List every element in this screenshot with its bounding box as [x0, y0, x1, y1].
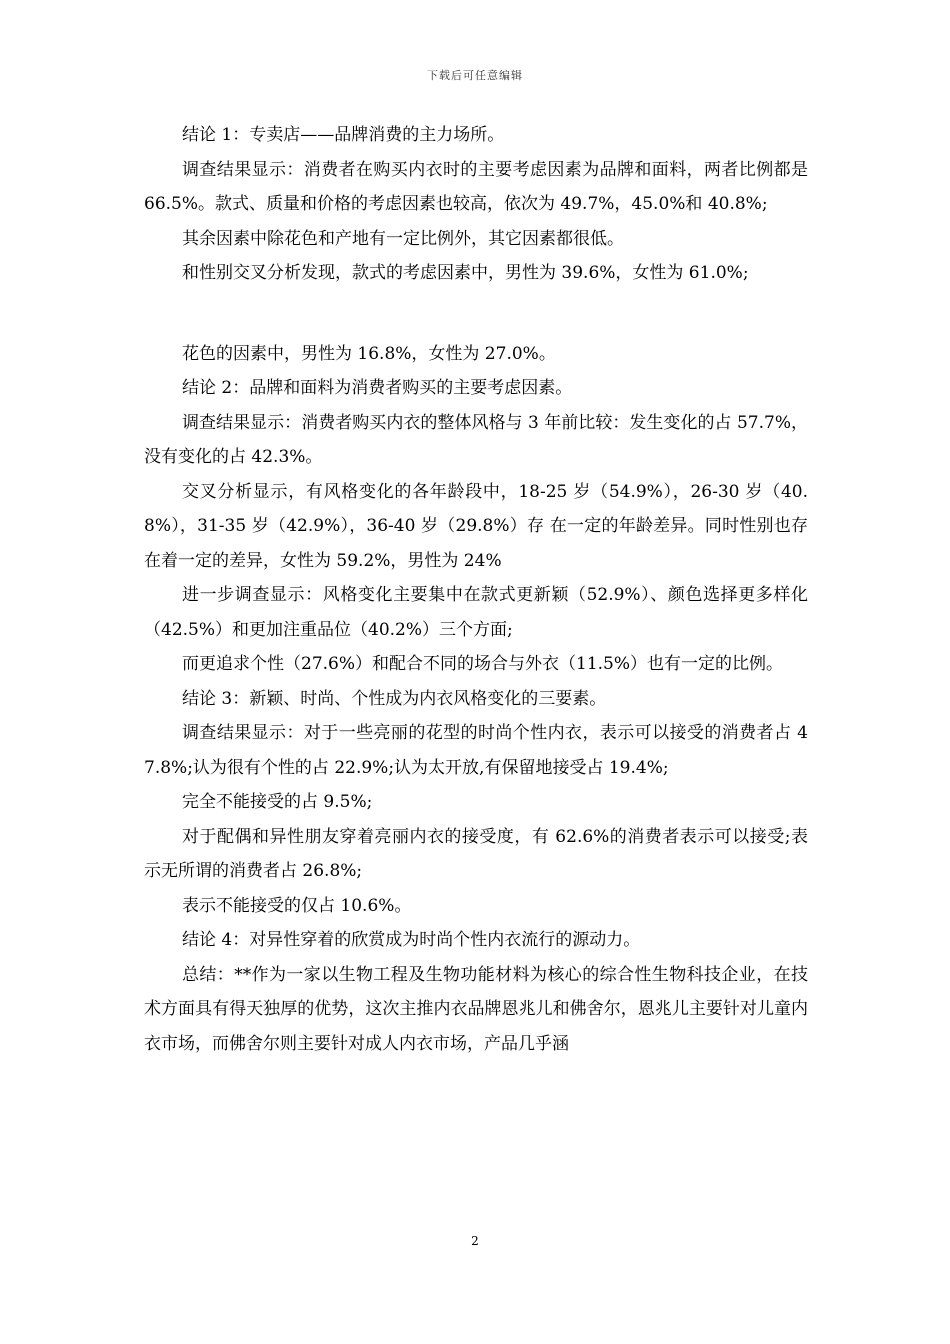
- paragraph: 花色的因素中，男性为 16.8%，女性为 27.0%。: [182, 343, 556, 364]
- paragraph: 而更追求个性（27.6%）和配合不同的场合与外衣（11.5%）也有一定的比例。: [182, 654, 784, 674]
- paragraph: 调查结果显示：对于一些亮丽的花型的时尚个性内衣，表示可以接受的消费者占 47.8%;认为很有个性的占 22.9%;认为太开放,有保留地接受占 19.4%;: [144, 723, 808, 778]
- paragraph: 调查结果显示：消费者购买内衣的整体风格与 3 年前比较：发生变化的占 57.7%，没有变化的占 42.3%。: [144, 412, 808, 467]
- paragraph: 进一步调查显示：风格变化主要集中在款式更新颖（52.9%）、颜色选择更多样化（42.5%）和更加注重品位（40.2%）三个方面;: [144, 585, 808, 640]
- paragraph-conclusion-4: 结论 4：对异性穿着的欣赏成为时尚个性内衣流行的源动力。: [182, 930, 641, 950]
- paragraph-conclusion-1: 结论 1：专卖店——品牌消费的主力场所。: [182, 125, 505, 145]
- paragraph: 调查结果显示：消费者在购买内衣时的主要考虑因素为品牌和面料，两者比例都是 66.5%。款式、质量和价格的考虑因素也较高，依次为 49.7%，45.0%和 40.8%;: [144, 159, 808, 214]
- paragraph-conclusion-2: 结论 2：品牌和面料为消费者购买的主要考虑因素。: [182, 378, 573, 398]
- paragraph: 对于配偶和异性朋友穿着亮丽内衣的接受度，有 62.6%的消费者表示可以接受;表示无所谓的消费者占 26.8%;: [144, 826, 808, 881]
- page-header: 下载后可任意编辑: [427, 69, 523, 82]
- paragraph: 完全不能接受的占 9.5%;: [182, 792, 373, 812]
- paragraph: 其余因素中除花色和产地有一定比例外，其它因素都很低。: [182, 228, 624, 249]
- paragraph-conclusion-3: 结论 3：新颖、时尚、个性成为内衣风格变化的三要素。: [182, 688, 607, 709]
- page-number: 2: [471, 1234, 479, 1248]
- paragraph: 交叉分析显示，有风格变化的各年龄段中，18-25 岁（54.9%），26-30 岁（40.8%），31-35 岁（42.9%），36-40 岁（29.8%）存 在一定的年龄差异。同时性别也存在着一定的差异，女性为 59.2%，男性为 24%: [144, 481, 808, 571]
- blank-line: [144, 291, 808, 337]
- document-body: [144, 118, 808, 1061]
- paragraph: 表示不能接受的仅占 10.6%。: [182, 895, 412, 916]
- paragraph-summary: 总结：**作为一家以生物工程及生物功能材料为核心的综合性生物科技企业，在技术方面具有得天独厚的优势，这次主推内衣品牌恩兆儿和佛舍尔，恩兆儿主要针对儿童内衣市场，而佛舍尔则主要针对成人内衣市场，产品几乎涵: [144, 964, 808, 1054]
- paragraph: 和性别交叉分析发现，款式的考虑因素中，男性为 39.6%，女性为 61.0%;: [182, 263, 749, 283]
